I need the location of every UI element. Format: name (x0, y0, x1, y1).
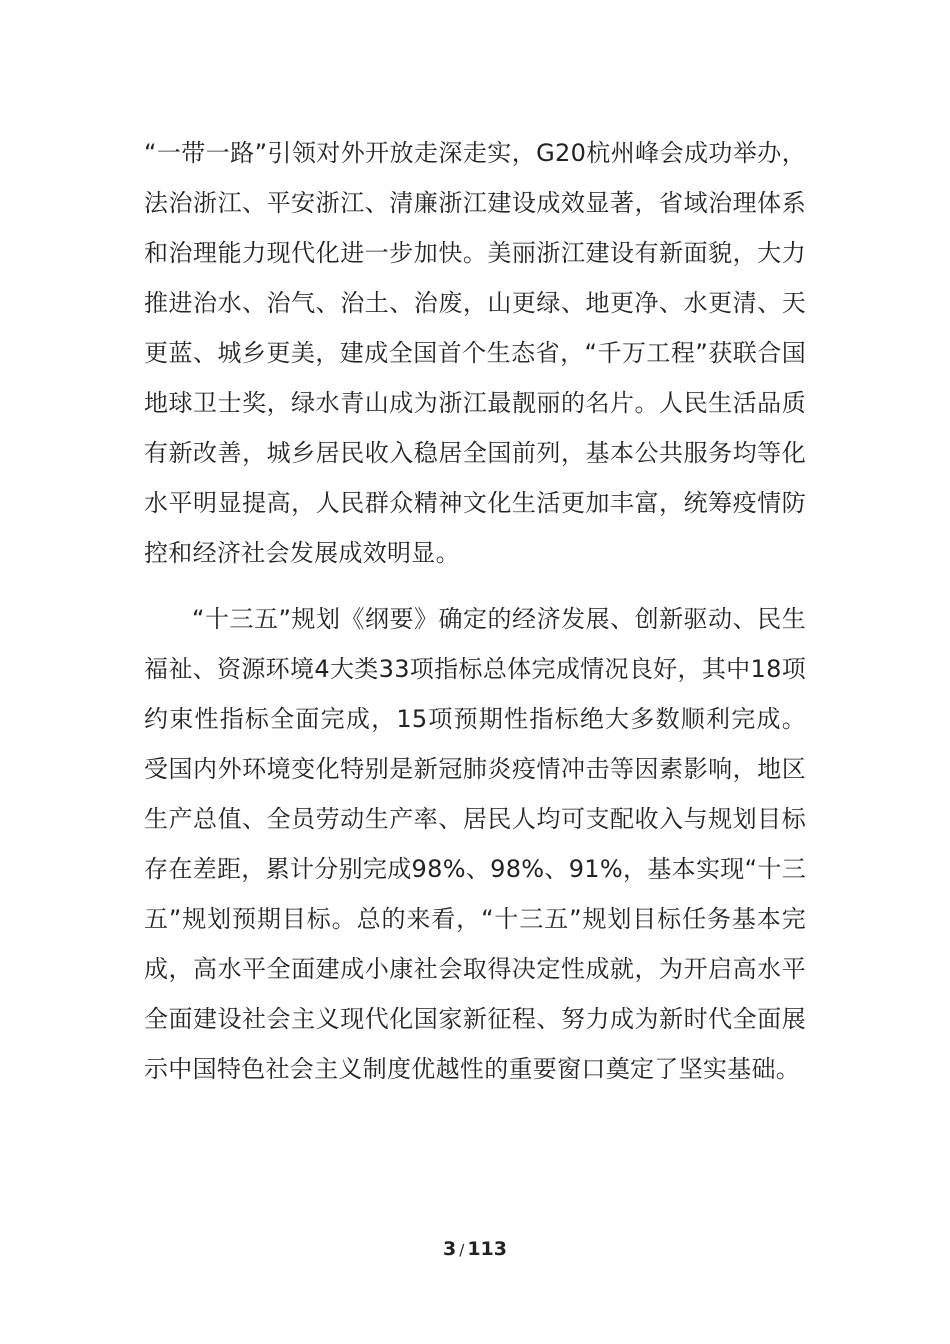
total-pages-number: 113 (467, 1238, 507, 1260)
paragraph-2: “十三五”规划《纲要》确定的经济发展、创新驱动、民生福祉、资源环境4大类33项指标总体完成情况良好，其中18项约束性指标全面完成，15项预期性指标绝大多数顺利完成。受国内外环境变化特别是新冠肺炎疫情冲击等因素影响，地区生产总值、全员劳动生产率、居民人均可支配收入与规划目标存在差距，累计分别完成98%、98%、91%，基本实现“十三五”规划预期目标。总的来看，“十三五”规划目标任务基本完成，高水平全面建成小康社会取得决定性成就，为开启高水平全面建设社会主义现代化国家新征程、努力成为新时代全面展示中国特色社会主义制度优越性的重要窗口奠定了坚实基础。 (144, 605, 806, 1083)
paragraph-1: “一带一路”引领对外开放走深走实，G20杭州峰会成功举办，法治浙江、平安浙江、清廉浙江建设成效显著，省域治理体系和治理能力现代化进一步加快。美丽浙江建设有新面貌，大力推进治水、治气、治土、治废，山更绿、地更净、水更清、天更蓝、城乡更美，建成全国首个生态省，“千万工程”获联合国地球卫士奖，绿水青山成为浙江最靓丽的名片。人民生活品质有新改善，城乡居民收入稳居全国前列，基本公共服务均等化水平明显提高，人民群众精神文化生活更加丰富，统筹疫情防控和经济社会发展成效明显。 (144, 139, 806, 567)
document-body (144, 128, 806, 1094)
page-separator: / (459, 1241, 465, 1259)
current-page-number: 3 (443, 1238, 457, 1260)
page-number (0, 1238, 950, 1260)
